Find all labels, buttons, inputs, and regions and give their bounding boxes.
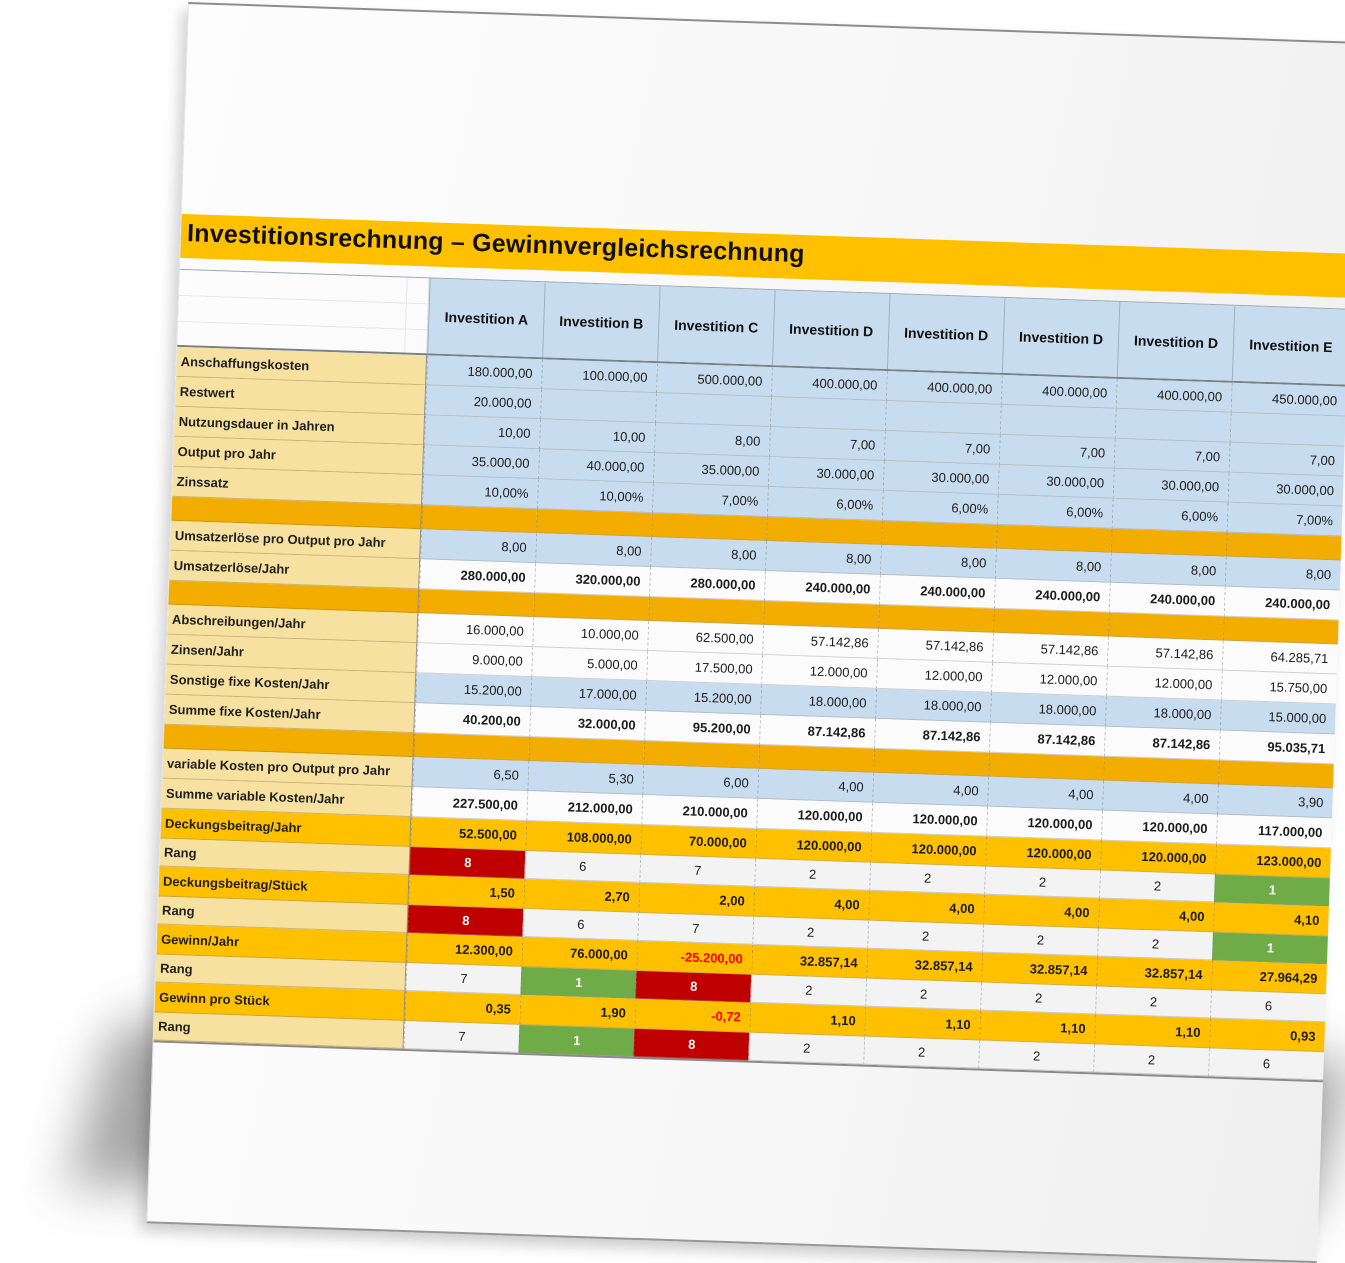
cell: 10,00: [424, 415, 540, 449]
cell: 7: [405, 963, 521, 995]
cell: 4,00: [1102, 781, 1218, 815]
cell: 8: [409, 847, 525, 879]
row-label: Zinssatz: [172, 467, 423, 505]
row-label: Output pro Jahr: [173, 437, 424, 475]
cell: 12.000,00: [991, 663, 1107, 697]
cell: 7,00: [884, 431, 1000, 465]
cell: 10.000,00: [532, 617, 648, 651]
cell: 62.500,00: [647, 621, 763, 655]
cell: 57.142,86: [1107, 637, 1223, 671]
cell: 227.500,00: [411, 787, 527, 821]
cell: 95.035,71: [1219, 731, 1335, 765]
cell: -25.200,00: [636, 941, 752, 975]
cell: 15.200,00: [415, 673, 531, 707]
cell: 240.000,00: [994, 579, 1110, 613]
cell: [1230, 413, 1345, 447]
cell: 100.000,00: [541, 359, 657, 393]
cell: 2: [1093, 1044, 1209, 1076]
cell: 20.000,00: [425, 385, 541, 419]
cell: 4,00: [983, 895, 1099, 929]
cell: 1,90: [519, 995, 635, 1029]
cell: -0,72: [634, 999, 750, 1033]
cell: 17.500,00: [646, 651, 762, 685]
cell: 64.285,71: [1222, 641, 1338, 675]
cell: 6,00%: [997, 495, 1113, 529]
cell: 2: [750, 975, 866, 1007]
cell: 1: [1214, 874, 1330, 906]
cell: 2: [982, 925, 1098, 957]
cell: 7,00: [769, 427, 885, 461]
cell: 7,00%: [652, 483, 768, 517]
cell: 180.000,00: [426, 355, 542, 389]
page-title: Investitionsrechnung – Gewinnvergleichsrechnung: [180, 214, 1345, 298]
cell: 120.000,00: [1100, 841, 1216, 875]
cell: 30.000,00: [998, 465, 1114, 499]
cell: 120.000,00: [985, 837, 1101, 871]
cell: 87.142,86: [989, 723, 1105, 757]
cell: 57.142,86: [992, 633, 1108, 667]
cell: 32.857,14: [1096, 956, 1212, 990]
column-header: Investition D: [1117, 302, 1234, 381]
cell: 52.500,00: [410, 817, 526, 851]
cell: 8,00: [535, 533, 651, 567]
cell: 6,50: [412, 757, 528, 791]
cell: [1000, 405, 1116, 439]
row-label: Abschreibungen/Jahr: [167, 605, 418, 643]
cell: 2: [980, 983, 1096, 1015]
row-label: Rang: [154, 1012, 405, 1048]
cell: 4,00: [757, 769, 873, 803]
cell: 8: [633, 1029, 749, 1061]
cell: 40.000,00: [538, 449, 654, 483]
cell: 15.200,00: [645, 681, 761, 715]
cell: 6,00: [642, 765, 758, 799]
row-label: Rang: [156, 954, 407, 990]
sheet-table: [154, 269, 1345, 1082]
cell: 8,00: [765, 541, 881, 575]
cell: 10,00: [539, 419, 655, 453]
cell: 500.000,00: [656, 363, 772, 397]
cell: 8,00: [650, 537, 766, 571]
row-label: Sonstige fixe Kosten/Jahr: [165, 665, 416, 703]
cell: 32.857,14: [866, 949, 982, 983]
row-label: variable Kosten pro Output pro Jahr: [163, 749, 414, 787]
cell: 76.000,00: [521, 937, 637, 971]
cell: 2: [1095, 986, 1211, 1018]
cell: 2,00: [638, 883, 754, 917]
cell: 7: [637, 913, 753, 945]
cell: 6,00%: [767, 487, 883, 521]
cell: 7,00%: [1227, 503, 1343, 537]
cell: 2: [1097, 929, 1213, 961]
cell: 450.000,00: [1231, 383, 1345, 417]
cell: 4,00: [1098, 899, 1214, 933]
cell: [540, 389, 656, 423]
cell: 8,00: [654, 423, 770, 457]
cell: [1115, 409, 1231, 443]
row-label: Rang: [158, 897, 409, 933]
cell: 8,00: [420, 529, 536, 563]
cell: 1: [1212, 932, 1328, 964]
cell: 12.300,00: [406, 933, 522, 967]
cell: 4,00: [868, 891, 984, 925]
cell: 27.964,29: [1211, 960, 1327, 994]
cell: 2: [748, 1033, 864, 1065]
cell: 8,00: [1110, 553, 1226, 587]
cell: 70.000,00: [640, 825, 756, 859]
cell: 6: [1210, 990, 1326, 1022]
column-header: Investition B: [542, 282, 659, 361]
column-header: Investition D: [1002, 298, 1119, 377]
row-label: Nutzungsdauer in Jahren: [174, 407, 425, 445]
cell: 400.000,00: [771, 367, 887, 401]
cell: 117.000,00: [1216, 814, 1332, 848]
cell: 87.142,86: [1104, 727, 1220, 761]
cell: 0,93: [1209, 1018, 1325, 1052]
cell: 7: [404, 1021, 520, 1053]
corner-cell: [177, 270, 429, 353]
cell: 95.200,00: [644, 711, 760, 745]
cell: 4,00: [987, 777, 1103, 811]
cell: 10,00%: [422, 475, 538, 509]
cell: [655, 393, 771, 427]
cell: 1,10: [864, 1007, 980, 1041]
cell: 2: [863, 1037, 979, 1069]
cell: 8,00: [880, 545, 996, 579]
cell: 4,10: [1213, 902, 1329, 936]
column-header: Investition D: [887, 294, 1004, 373]
row-label: Gewinn/Jahr: [157, 924, 408, 962]
cell: 1,50: [408, 875, 524, 909]
cell: 15.750,00: [1221, 671, 1337, 705]
cell: 7,00: [1229, 443, 1345, 477]
cell: 6,00%: [1112, 499, 1228, 533]
cell: 6,00%: [882, 491, 998, 525]
cell: 15.000,00: [1220, 701, 1336, 735]
cell: 1: [520, 967, 636, 999]
cell: 2: [978, 1041, 1094, 1073]
cell: 212.000,00: [526, 791, 642, 825]
cell: 17.000,00: [530, 677, 646, 711]
cell: 40.200,00: [414, 703, 530, 737]
row-label: Deckungsbeitrag/Stück: [159, 867, 410, 905]
cell: 87.142,86: [759, 715, 875, 749]
cell: 57.142,86: [877, 629, 993, 663]
cell: 8,00: [995, 549, 1111, 583]
column-header: Investition C: [657, 286, 774, 365]
cell: 1,10: [749, 1003, 865, 1037]
cell: 4,00: [753, 887, 869, 921]
cell: 280.000,00: [419, 559, 535, 593]
cell: 6: [524, 851, 640, 883]
cell: 18.000,00: [875, 689, 991, 723]
row-label: Umsatzerlöse pro Output pro Jahr: [170, 521, 421, 559]
cell: 9.000,00: [416, 643, 532, 677]
cell: 2: [1099, 871, 1215, 903]
cell: 240.000,00: [879, 575, 995, 609]
cell: 8: [635, 971, 751, 1003]
row-label: Anschaffungskosten: [176, 347, 427, 385]
cell: 6: [522, 909, 638, 941]
spreadsheet-page: [146, 2, 1345, 1263]
cell: 2: [984, 867, 1100, 899]
cell: 7,00: [1114, 439, 1230, 473]
cell: 120.000,00: [870, 833, 986, 867]
cell: 2: [867, 921, 983, 953]
cell: 5.000,00: [531, 647, 647, 681]
cell: 30.000,00: [1113, 469, 1229, 503]
cell: 7,00: [999, 435, 1115, 469]
cell: 120.000,00: [755, 829, 871, 863]
column-header: Investition D: [772, 290, 889, 369]
cell: 4,00: [872, 773, 988, 807]
row-label: Umsatzerlöse/Jahr: [169, 551, 420, 589]
cell: 30.000,00: [768, 457, 884, 491]
cell: 400.000,00: [1116, 379, 1232, 413]
cell: 10,00%: [537, 479, 653, 513]
cell: 120.000,00: [986, 807, 1102, 841]
cell: 120.000,00: [1101, 811, 1217, 845]
row-label: Summe fixe Kosten/Jahr: [164, 695, 415, 733]
cell: 18.000,00: [760, 685, 876, 719]
cell: 12.000,00: [761, 655, 877, 689]
cell: 32.857,14: [981, 953, 1097, 987]
row-label: Rang: [160, 839, 411, 875]
cell: 400.000,00: [886, 371, 1002, 405]
cell: 1,10: [979, 1011, 1095, 1045]
cell: 35.000,00: [653, 453, 769, 487]
cell: 18.000,00: [990, 693, 1106, 727]
cell: 12.000,00: [876, 659, 992, 693]
cell: 280.000,00: [649, 567, 765, 601]
cell: 30.000,00: [883, 461, 999, 495]
row-label: Restwert: [175, 377, 426, 415]
cell: 32.000,00: [529, 707, 645, 741]
cell: [770, 397, 886, 431]
cell: 87.142,86: [874, 719, 990, 753]
cell: 1: [518, 1025, 634, 1057]
cell: 6: [1208, 1048, 1324, 1080]
cell: 30.000,00: [1228, 473, 1344, 507]
cell: 120.000,00: [756, 799, 872, 833]
cell: 120.000,00: [871, 803, 987, 837]
cell: 5,30: [527, 761, 643, 795]
cell: 1,10: [1094, 1014, 1210, 1048]
row-label: Zinsen/Jahr: [166, 635, 417, 673]
cell: 2: [754, 859, 870, 891]
cell: 2: [752, 917, 868, 949]
cell: 12.000,00: [1106, 667, 1222, 701]
cell: 240.000,00: [1224, 587, 1340, 621]
cell: [885, 401, 1001, 435]
row-label: Deckungsbeitrag/Jahr: [161, 809, 412, 847]
cell: 8: [407, 905, 523, 937]
cell: 320.000,00: [534, 563, 650, 597]
cell: 240.000,00: [764, 571, 880, 605]
cell: 108.000,00: [525, 821, 641, 855]
cell: 2: [865, 979, 981, 1011]
cell: 2: [869, 863, 985, 895]
cell: 2,70: [523, 879, 639, 913]
cell: 57.142,86: [762, 625, 878, 659]
cell: 0,35: [404, 991, 520, 1025]
row-label: Gewinn pro Stück: [155, 982, 406, 1020]
cell: 7: [639, 855, 755, 887]
cell: 3,90: [1217, 785, 1333, 819]
cell: 240.000,00: [1109, 583, 1225, 617]
column-header: Investition A: [427, 278, 544, 357]
column-header: Investition E: [1232, 306, 1345, 385]
cell: 32.857,14: [751, 945, 867, 979]
cell: 210.000,00: [641, 795, 757, 829]
cell: 16.000,00: [417, 613, 533, 647]
cell: 400.000,00: [1001, 375, 1117, 409]
cell: 8,00: [1225, 557, 1341, 591]
cell: 18.000,00: [1105, 697, 1221, 731]
row-label: Summe variable Kosten/Jahr: [162, 779, 413, 817]
cell: 35.000,00: [423, 445, 539, 479]
cell: 123.000,00: [1215, 844, 1331, 878]
